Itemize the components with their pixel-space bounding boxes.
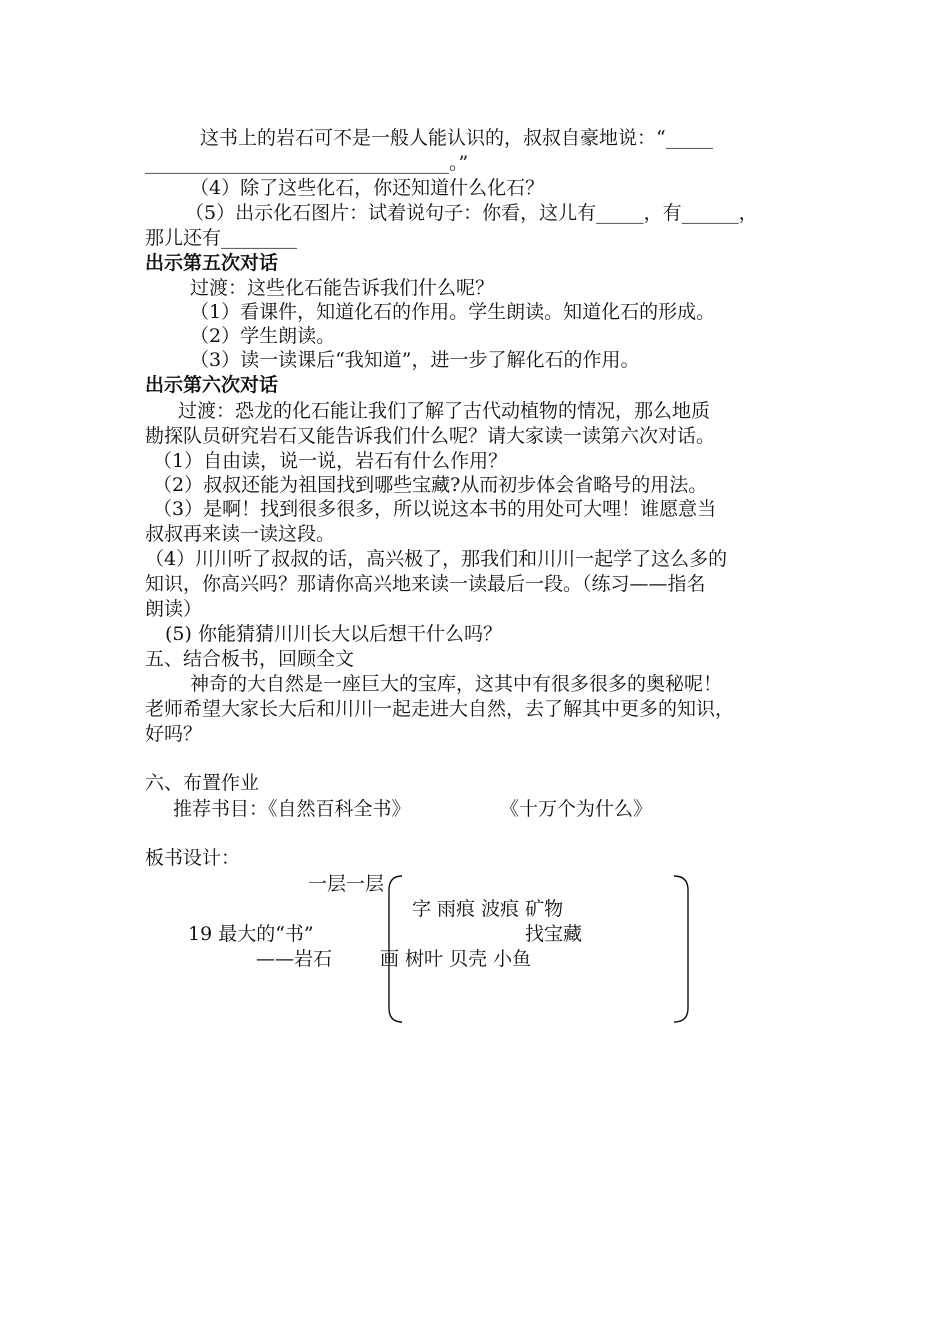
section-heading: 板书设计：	[145, 847, 241, 869]
text-line: （3）读一读课后“我知道”，进一步了解化石的作用。	[190, 349, 640, 371]
text-line: 神奇的大自然是一座巨大的宝库，这其中有很多很多的奥秘呢！	[190, 673, 723, 695]
text-line: （4）川川听了叔叔的话，高兴极了，那我们和川川一起学了这么多的	[145, 548, 728, 570]
text-line: （3）是啊！找到很多很多，所以说这本书的用处可大哩！谁愿意当	[153, 498, 717, 520]
text-line: 勘探队员研究岩石又能告诉我们什么呢？请大家读一读第六次对话。	[145, 425, 716, 447]
board-row-fossils: 画 树叶 贝壳 小鱼	[380, 948, 532, 970]
text-line: （2）学生朗读。	[190, 325, 336, 347]
text-line: ________________________________。”	[145, 152, 469, 174]
board-rock: ——岩石	[256, 948, 333, 970]
text-line: 老师希望大家长大后和川川一起走进大自然，去了解其中更多的知识，	[145, 698, 735, 720]
text-line: （5）出示化石图片：试着说句子：你看，这儿有_____，有______，	[185, 202, 758, 224]
text-line: 《十万个为什么》	[500, 798, 653, 820]
text-line: 朗读）	[145, 598, 203, 620]
text-line: （2）叔叔还能为祖国找到哪些宝藏?从而初步体会省略号的用法。	[153, 474, 708, 496]
text-line: 那儿还有________	[145, 227, 298, 249]
text-line: 过渡：恐龙的化石能让我们了解了古代动植物的情况，那么地质	[178, 400, 711, 422]
section-heading: 六、布置作业	[145, 772, 260, 794]
text-line: (5) 你能猜猜川川长大以后想干什么吗？	[165, 623, 502, 645]
text-line: （1）自由读，说一说，岩石有什么作用？	[153, 450, 508, 472]
text-line: （4）除了这些化石，你还知道什么化石？	[190, 177, 545, 199]
board-layers: 一层一层	[308, 873, 385, 895]
text-line: （1）看课件，知道化石的作用。学生朗读。知道化石的形成。	[190, 301, 716, 323]
left-bracket	[380, 872, 410, 1032]
board-title: 19 最大的“书”	[188, 923, 314, 945]
section-heading: 出示第六次对话	[145, 374, 279, 396]
right-bracket	[668, 872, 698, 1032]
text-line: 叔叔再来读一读这段。	[145, 523, 336, 545]
text-line: 这书上的岩石可不是一般人能认识的，叔叔自豪地说：“_____	[200, 127, 714, 149]
text-line: 推荐书目：《自然百科全书》	[173, 798, 411, 820]
board-row-words: 字 雨痕 波痕 矿物	[412, 898, 564, 920]
section-heading: 五、结合板书，回顾全文	[145, 648, 355, 670]
board-treasure: 找宝藏	[525, 923, 583, 945]
section-heading: 出示第五次对话	[145, 252, 279, 274]
text-line: 好吗？	[145, 723, 203, 745]
text-line: 过渡：这些化石能告诉我们什么呢？	[190, 277, 495, 299]
text-line: 知识，你高兴吗？那请你高兴地来读一读最后一段。（练习——指名	[145, 573, 706, 595]
